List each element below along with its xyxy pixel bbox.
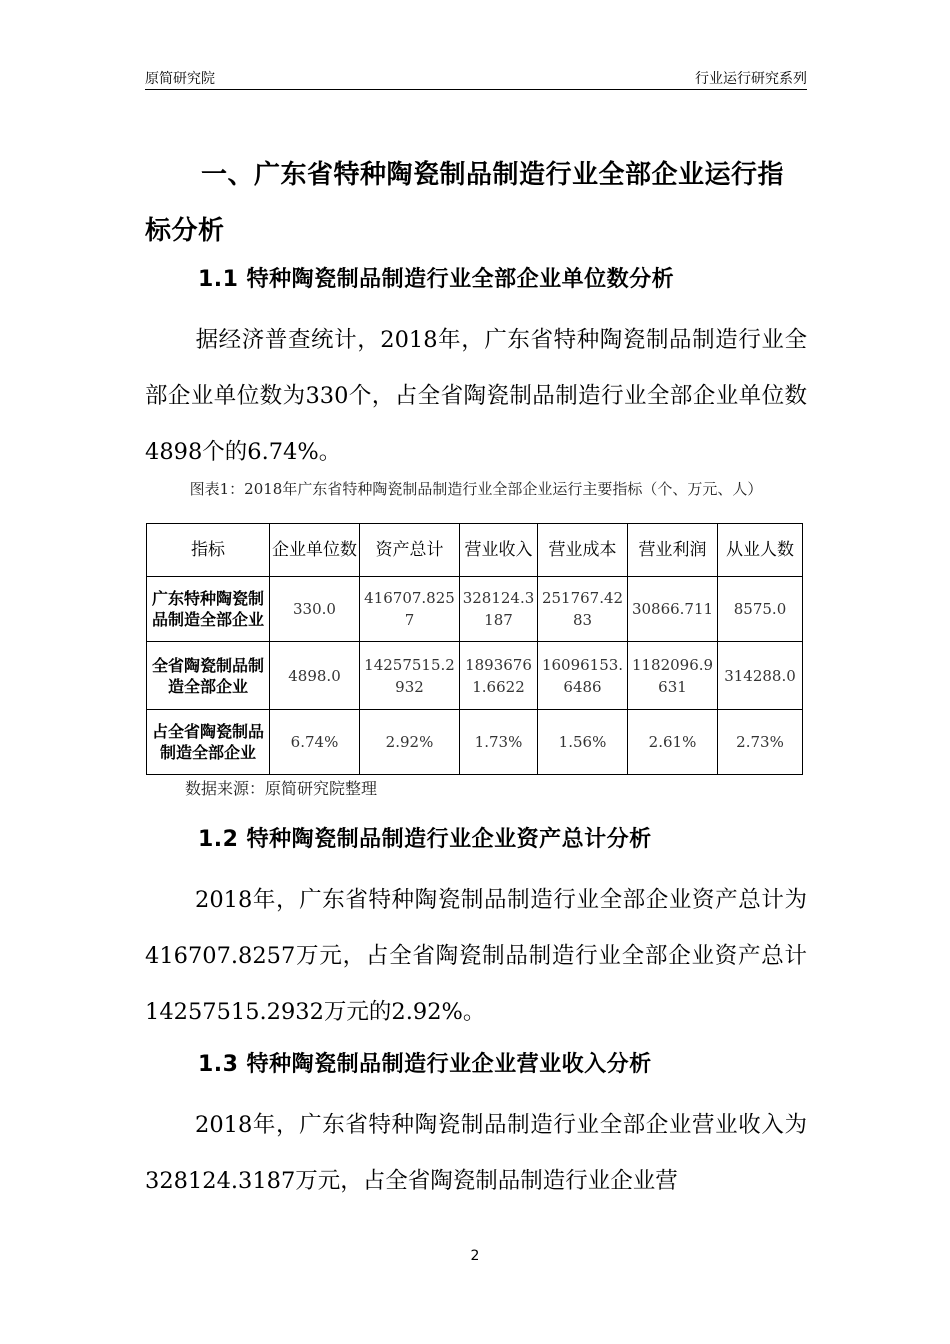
header-left-org: 原简研究院 [145, 71, 215, 87]
subsection-1-1-paragraph [145, 312, 807, 480]
header-right-series: 行业运行研究系列 [695, 71, 807, 87]
subsection-1-3-text: 2018年，广东省特种陶瓷制品制造行业全部企业营业收入为328124.3187万元，占全省陶瓷制品制造行业企业营 [145, 1112, 807, 1194]
table-cell: 30866.711 [628, 577, 718, 642]
table-cell: 1.73% [460, 710, 538, 775]
subsection-1-2-text: 2018年，广东省特种陶瓷制品制造行业全部企业资产总计为416707.8257万元，占全省陶瓷制品制造行业全部企业资产总计14257515.2932万元的2.92%。 [145, 887, 807, 1025]
page-number: 2 [470, 1248, 480, 1264]
table-cell: 4898.0 [270, 642, 360, 710]
table-cell: 1.56% [538, 710, 628, 775]
table-cell: 6.74% [270, 710, 360, 775]
subsection-1-1-heading: 1.1 特种陶瓷制品制造行业全部企业单位数分析 [198, 267, 675, 292]
table-header-cell: 企业单位数 [270, 524, 360, 577]
table-cell: 8575.0 [718, 577, 803, 642]
table-cell: 16096153.6486 [538, 642, 628, 710]
table-header-cell: 营业利润 [628, 524, 718, 577]
subsection-1-3-heading: 1.3 特种陶瓷制品制造行业企业营业收入分析 [198, 1052, 652, 1077]
table-cell: 18936761.6622 [460, 642, 538, 710]
table-1-source: 数据来源：原简研究院整理 [185, 779, 378, 798]
subsection-1-2-heading: 1.2 特种陶瓷制品制造行业企业资产总计分析 [198, 827, 652, 852]
table-cell: 1182096.9631 [628, 642, 718, 710]
table-cell: 314288.0 [718, 642, 803, 710]
table-1 [146, 523, 803, 775]
table-cell: 2.73% [718, 710, 803, 775]
table-cell: 328124.3187 [460, 577, 538, 642]
table-row [147, 642, 803, 710]
table-cell: 330.0 [270, 577, 360, 642]
subsection-1-1-text: 据经济普查统计，2018年，广东省特种陶瓷制品制造行业全部企业单位数为330个，占全省陶瓷制品制造行业全部企业单位数4898个的6.74%。 [145, 327, 807, 465]
table-row-label: 占全省陶瓷制品制造全部企业 [147, 710, 270, 775]
header-rule [145, 89, 807, 90]
table-1-caption: 图表1：2018年广东省特种陶瓷制品制造行业全部企业运行主要指标（个、万元、人） [189, 480, 763, 498]
table-header-cell: 资产总计 [360, 524, 460, 577]
subsection-1-3-paragraph [145, 1097, 807, 1209]
table-cell: 2.61% [628, 710, 718, 775]
table-header-cell: 从业人数 [718, 524, 803, 577]
table-cell: 251767.4283 [538, 577, 628, 642]
table-row [147, 577, 803, 642]
table-row [147, 710, 803, 775]
section-1-title: 一、广东省特种陶瓷制品制造行业全部企业运行指标分析 [145, 160, 785, 246]
table-header-cell: 营业成本 [538, 524, 628, 577]
table-cell: 2.92% [360, 710, 460, 775]
table-row-label: 全省陶瓷制品制造全部企业 [147, 642, 270, 710]
table-row-label: 广东特种陶瓷制品制造全部企业 [147, 577, 270, 642]
table-cell: 416707.8257 [360, 577, 460, 642]
table-cell: 14257515.2932 [360, 642, 460, 710]
table-header-row [147, 524, 803, 577]
table-header-cell: 营业收入 [460, 524, 538, 577]
section-1-heading [145, 147, 807, 259]
table-header-cell: 指标 [147, 524, 270, 577]
subsection-1-2-paragraph [145, 872, 807, 1040]
